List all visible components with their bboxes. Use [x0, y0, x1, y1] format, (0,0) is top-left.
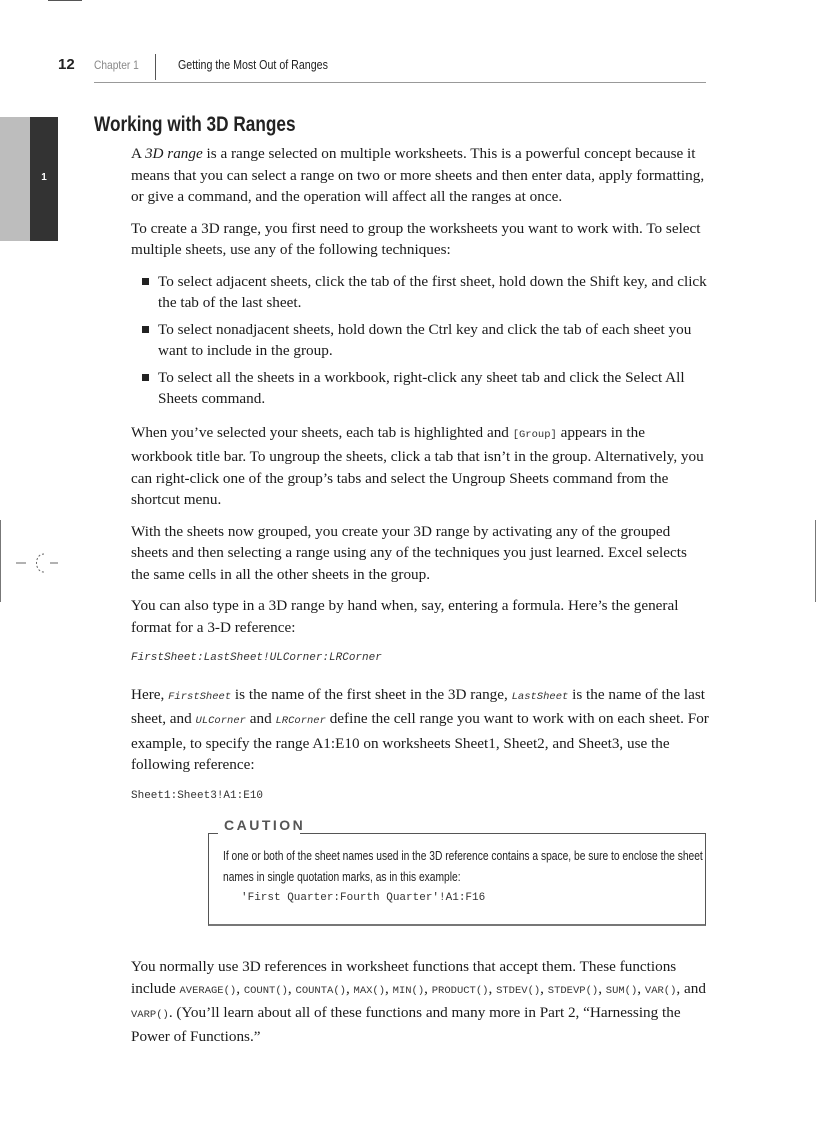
chapter-tab-number: 1 — [41, 172, 47, 183]
list-item — [131, 319, 709, 362]
caution-frame-top-left — [208, 833, 218, 834]
fn-stdev: STDEV() — [496, 985, 541, 997]
text: is a range selected on multiple worksheets. This is a powerful concept because it means that you can select a range on two or more sheets and then enter data, apply formatting, or give a command, and the operation will affect all the ranges at once. — [131, 145, 705, 205]
functions-paragraph-block — [131, 956, 711, 1048]
caution-frame-top-right — [300, 833, 706, 834]
list-item-text: To select adjacent sheets, click the tab of the first sheet, hold down the Shift key, and click the tab of the last sheet. — [158, 272, 707, 311]
list-item-text: To select nonadjacent sheets, hold down the Ctrl key and click the tab of each sheet you want to include in the group. — [158, 320, 692, 359]
example-line: Sheet1:Sheet3!A1:E10 — [131, 789, 264, 802]
list-item-text: To select all the sheets in a workbook, right-click any sheet tab and click the Select All Sheets command. — [158, 368, 685, 407]
chapter-label: Chapter 1 — [94, 58, 139, 72]
page-number: 12 — [58, 56, 75, 73]
text: , — [236, 980, 244, 997]
fn-average: AVERAGE() — [179, 985, 237, 997]
text: define the cell range you want to work with on each sheet. For example, to specify the range A1:E10 on worksheets Sheet1, Sheet2, and Sheet3, use the following reference: — [131, 710, 709, 773]
fn-product: PRODUCT() — [431, 985, 489, 997]
term-3d-range: 3D range — [144, 145, 203, 162]
text: , and — [676, 980, 706, 997]
text: Here, — [131, 685, 169, 703]
paragraph-functions — [131, 956, 711, 1048]
header-rule — [94, 82, 706, 83]
crop-mark-icon — [14, 551, 74, 573]
fn-stdevp: STDEVP() — [547, 985, 599, 997]
code-firstsheet: FirstSheet — [168, 690, 232, 703]
bullet-square-icon — [142, 326, 149, 333]
text: . (You’ll learn about all of these functions and many more in Part 2, “Harnessing the Power of Functions.” — [131, 1004, 681, 1045]
paragraph-grouped: With the sheets now grouped, you create your 3D range by activating any of the grouped sheets and then selecting a range using any of the techniques you just learned. Excel selects the same cells in all the other sheets in the group. — [131, 522, 687, 583]
code-lastsheet: LastSheet — [511, 690, 569, 703]
code-group: [Group] — [512, 428, 557, 441]
page-header — [58, 56, 706, 84]
text: , — [345, 980, 354, 997]
caution-code: 'First Quarter:Fourth Quarter'!A1:F16 — [241, 892, 486, 904]
code-lrcorner: LRCorner — [275, 715, 326, 727]
text: , — [287, 980, 296, 997]
main-content — [131, 143, 709, 821]
text: A — [131, 145, 145, 162]
paragraph-type: You can also type in a 3D range by hand when, say, entering a formula. Here’s the general format for a 3-D reference: — [131, 597, 679, 636]
text: is the name of the last sheet, and — [131, 685, 705, 727]
caution-label: CAUTION — [224, 817, 306, 833]
list-item — [131, 271, 709, 314]
chapter-title: Getting the Most Out of Ranges — [178, 57, 328, 72]
technique-list — [131, 271, 709, 410]
paragraph-selected — [131, 422, 709, 511]
paragraph-group: To create a 3D range, you first need to group the worksheets you want to work with. To select multiple sheets, use any of the following techniques: — [131, 219, 701, 258]
list-item — [131, 367, 709, 410]
fn-min: MIN() — [392, 985, 425, 997]
text: , — [598, 980, 606, 997]
text: When you’ve selected your sheets, each tab is highlighted and — [131, 423, 513, 441]
caution-box — [208, 817, 706, 924]
top-rule — [48, 0, 82, 1]
paragraph-intro — [131, 143, 709, 208]
text: You normally use 3D references in worksheet functions that accept them. These functions include — [131, 958, 677, 997]
fn-count: COUNT() — [243, 985, 288, 997]
text: , — [385, 980, 393, 997]
fn-sum: SUM() — [605, 985, 638, 997]
fn-max: MAX() — [353, 985, 386, 997]
header-separator — [155, 54, 156, 80]
code-ulcorner: ULCorner — [195, 715, 246, 727]
text: , — [540, 980, 548, 997]
chapter-tab-light — [0, 117, 30, 241]
bullet-square-icon — [142, 278, 149, 285]
fn-varp: VARP() — [131, 1009, 169, 1021]
fn-var: VAR() — [644, 985, 677, 997]
text: appears in the workbook title bar. To ungroup the sheets, click a tab that isn’t in the group. Alternatively, you can right-click one of the group’s tabs and select the Ungroup Sheets command from the shortcut menu. — [131, 423, 704, 508]
section-title: Working with 3D Ranges — [94, 113, 296, 136]
text: , — [424, 980, 432, 997]
format-line: FirstSheet:LastSheet!ULCorner:LRCorner — [131, 652, 382, 664]
margin-line-left — [0, 520, 1, 602]
text: is the name of the first sheet in the 3D range, — [231, 685, 512, 703]
text: , — [488, 980, 497, 997]
fn-counta: COUNTA() — [295, 985, 346, 997]
text: , — [637, 980, 645, 997]
paragraph-here — [131, 684, 709, 776]
caution-text: If one or both of the sheet names used in the 3D reference contains a space, be sure to enclose the sheet names in single quotation marks, as in this example: — [223, 849, 703, 884]
bullet-square-icon — [142, 374, 149, 381]
text: and — [245, 710, 276, 727]
